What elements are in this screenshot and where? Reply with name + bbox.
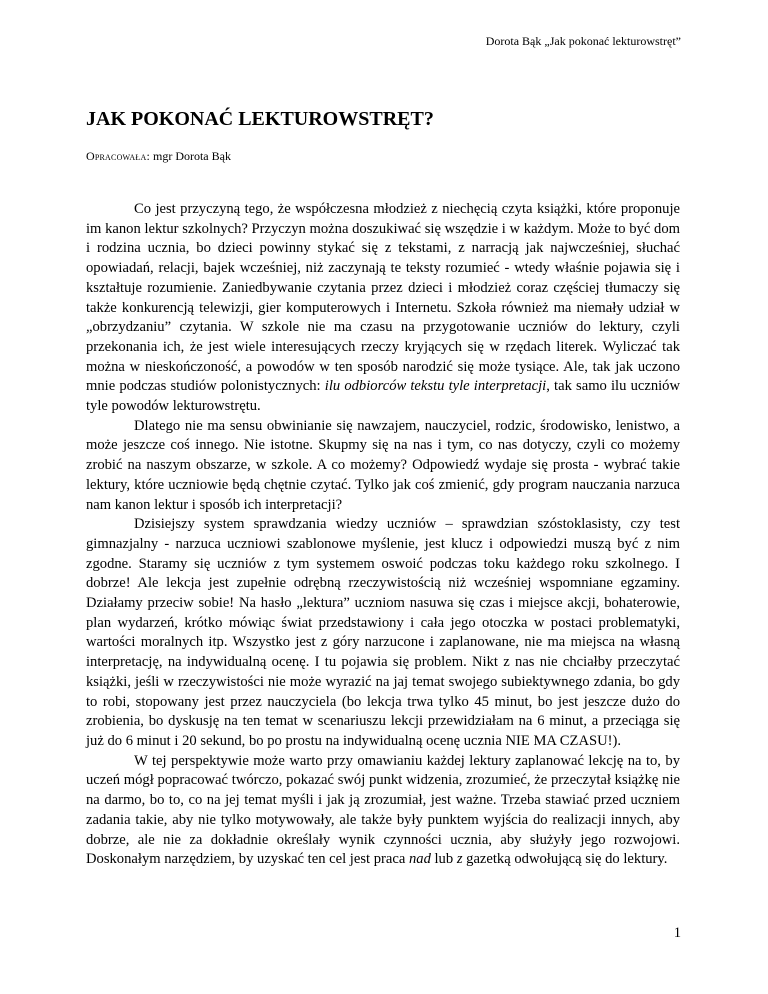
author-line [86, 149, 231, 163]
paragraph-1-emphasis: ilu odbiorców tekstu tyle interpretacji [324, 378, 547, 395]
paragraph-4-emphasis-z: z [456, 851, 463, 868]
author-label: Opracowała: [86, 149, 150, 163]
body-text [86, 200, 680, 870]
paragraph-4-text-end: gazetką odwołującą się do lektury. [462, 851, 668, 868]
paragraph-1 [86, 200, 680, 417]
document-title: JAK POKONAĆ LEKTUROWSTRĘT? [86, 108, 434, 130]
page-number: 1 [673, 925, 681, 941]
paragraph-3 [86, 515, 680, 751]
paragraph-2 [86, 417, 680, 516]
paragraph-4-text-mid: lub [430, 851, 457, 868]
paragraph-3-text: Dzisiejszy system sprawdzania wiedzy uczniów – sprawdzian szóstoklasisty, czy test gimnazjalny - narzuca uczniowi szablonowe myślenie, jest klucz i odpowiedzi muszą być z nim zgodne. Staramy się uczniów z tym systemem oswoić podczas toku każdego roku szkolnego. I dobrze! Ale lekcja jest zupełnie odrębną rzeczywistością niż wcześniej wspomniane egzaminy. Działamy przeciw sobie! Na hasło „lektura” uczniom nasuwa się czas i miejsce akcji, bohaterowie, plan wydarzeń, krótko mówiąc świat przedstawiony i cała jego otoczka w postaci problematyki, wartości moralnych itp. Wszystko jest z góry narzucone i zaplanowane, nie ma miejsca na własną interpretację, na indywidualną ocenę. I tu pojawia się problem. Nikt z nas nie chciałby przeczytać książki, jeśli w rzeczywistości nie może wyrazić na jaj temat swojego subiektywnego zdania, bo gdy to robi, stopowany jest przez nauczyciela (bo lekcja trwa tylko 45 minut, bo jest jeszcze dużo do zrobienia, bo dyskusję na ten temat w scenariuszu lekcji przewidziałam na 6 minut, a przeciąga się już do 6 minut i 20 sekund, bo po prostu na indywidualną ocenę ucznia NIE MA CZASU!). [86, 516, 680, 749]
paragraph-1-text: Co jest przyczyną tego, że współczesna młodzież z niechęcią czyta książki, które proponuje im kanon lektur szkolnych? Przyczyn można doszukiwać się wszędzie i w każdym. Może to być dom i rodzina ucznia, bo dzieci powinny stykać się z tekstami, z narracją jak najwcześniej, słuchać opowiadań, relacji, bajek wcześniej, niż zaczynają te teksty rozumieć - wtedy właśnie pojawia się i kształtuje rozumienie. Zaniedbywanie czytania przez dzieci i młodzież coraz częściej tłumaczy się także konkurencją telewizji, gier komputerowych i Internetu. Szkoła również ma niemały udział w „obrzydzaniu” czytania. W szkole nie ma czasu na przygotowanie uczniów do lektury, czyli przekonania ich, że jest wiele interesujących rzeczy kryjących się w rzędach literek. Wyliczać tak można w nieskończoność, a powodów w ten sposób narodzić się może tysiące. Ale, tak jak uczono mnie podczas studiów polonistycznych: [86, 201, 680, 395]
author-name: mgr Dorota Bąk [152, 149, 231, 163]
paragraph-1-text-end: , tak samo ilu uczniów tyle powodów lekturowstrętu. [86, 378, 681, 415]
paragraph-4-text: W tej perspektywie może warto przy omawianiu każdej lektury zaplanować lekcję na to, by uczeń mógł popracować twórczo, pokazać swój punkt widzenia, zrozumieć, że przeczytał książkę nie na darmo, bo to, co na jej temat myśli i jak ją zrozumiał, jest ważne. Trzeba stawiać przed uczniem zadania takie, aby nie tylko motywowały, ale także były punktem wyjścia do realizacji innych, aby dobrze, ale nie za dokładnie określały wynik czynności ucznia, aby służyły jego rozwojowi. Doskonałym narzędziem, by uzyskać ten cel jest praca [86, 752, 680, 868]
paragraph-2-text: Dlatego nie ma sensu obwinianie się nawzajem, nauczyciel, rodzic, środowisko, lenistwo, a może jeszcze coś innego. Nie istotne. Skupmy się na nas i tym, co nas dotyczy, czyli co możemy zrobić na naszym obszarze, w szkole. A co możemy? Odpowiedź wydaje się prosta - wybrać takie lektury, które uczniowie będą chętnie czytać. Tylko jak coś zmienić, gdy program nauczania narzuca nam kanon lektur i sposób ich interpretacji? [86, 417, 680, 513]
paragraph-4 [86, 752, 680, 870]
paragraph-4-emphasis-nad: nad [408, 851, 431, 868]
running-header: Dorota Bąk „Jak pokonać lekturowstręt” [485, 34, 681, 48]
